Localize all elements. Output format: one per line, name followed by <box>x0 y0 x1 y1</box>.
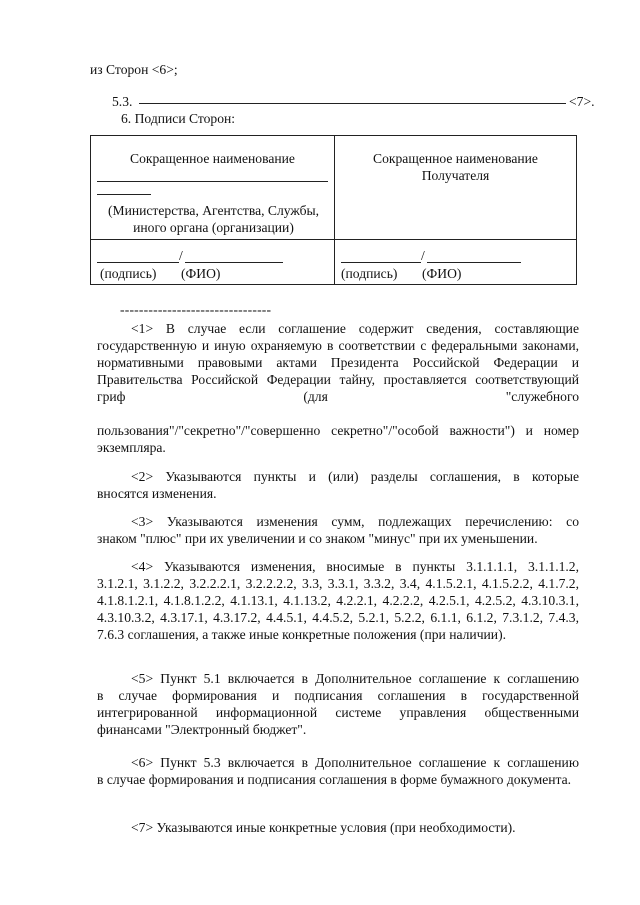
left-fio-line <box>185 262 283 263</box>
left-sign-label: (подпись) <box>100 266 157 281</box>
left-signature-line <box>97 262 179 263</box>
left-signature-slash: / <box>179 248 183 263</box>
left-party-title: Сокращенное наименование <box>130 151 295 166</box>
footnote-4-first-line: <4> Указываются изменения, вносимые в пункты 3.1.1.1.1, 3.1.1.1.2, <box>131 559 579 574</box>
signatures-table <box>90 135 577 285</box>
left-party-note: (Министерства, Агентства, Службы, иного органа (организации) <box>107 203 320 235</box>
right-signature-line <box>341 262 421 263</box>
right-fio-label: (ФИО) <box>422 266 462 281</box>
left-party-name-line <box>97 181 328 182</box>
right-signature-cell <box>335 240 577 285</box>
item-5-3-ref: <7>. <box>569 94 595 109</box>
item-5-3-number: 5.3. <box>112 94 133 109</box>
continuation-line: из Сторон <6>; <box>90 62 178 77</box>
section-6-heading: 6. Подписи Сторон: <box>121 111 236 126</box>
footnote-3-body: знаком "плюс" при их увеличении и со знаком "минус" при их уменьшении. <box>97 531 538 546</box>
footnote-1-body-end: пользования"/"секретно"/"совершенно секретно"/"особой важности") и номер экземпляра. <box>97 423 579 455</box>
footnote-separator: -------------------------------- <box>120 302 272 317</box>
left-party-name-cell <box>91 136 335 240</box>
right-party-name-cell <box>335 136 577 240</box>
footnote-5-body: в случае формирования и подписания соглашения в государственной интегрированной информационной системе управления общественными финансами "Электронный бюджет". <box>97 688 579 737</box>
footnote-4-body: 3.1.2.1, 3.1.2.2, 3.2.2.2.1, 3.2.2.2.2, 3.3, 3.3.1, 3.3.2, 3.4, 4.1.5.2.1, 4.1.5.2.2, 4.1.7.2, 4.1.8.1.2.1, 4.1.8.1.2.2, 4.1.13.1, 4.1.13.2, 4.2.2.1, 4.2.2.2, 4.2.5.1, 4.2.5.2, 4.3.10.3.1, 4.3.10.3.2, 4.3.17.1, 4.3.17.2, 4.4.5.1, 4.4.5.2, 5.2.1, 5.2.2, 6.1.1, 6.1.2, 7.3.1.2, 7.4.3, 7.6.3 соглашения, а также иные конкретные положения (при наличии). <box>97 576 579 642</box>
item-5-3-blank-line <box>139 103 566 104</box>
footnote-7: <7> Указываются иные конкретные условия (при необходимости). <box>131 820 516 835</box>
footnote-3-first-line: <3> Указываются изменения сумм, подлежащих перечислению: со <box>131 514 579 529</box>
right-party-title: Сокращенное наименование Получателя <box>373 151 538 183</box>
left-fio-label: (ФИО) <box>181 266 221 281</box>
left-party-name-line-short <box>97 194 151 195</box>
footnote-5-first-line: <5> Пункт 5.1 включается в Дополнительное соглашение к соглашению <box>131 671 579 686</box>
right-signature-slash: / <box>421 248 425 263</box>
footnote-2-first-line: <2> Указываются пункты и (или) разделы соглашения, в которые <box>131 469 579 484</box>
left-signature-cell <box>91 240 335 285</box>
right-sign-label: (подпись) <box>341 266 398 281</box>
footnote-2-body: вносятся изменения. <box>97 486 217 501</box>
footnote-6-first-line: <6> Пункт 5.3 включается в Дополнительное соглашение к соглашению <box>131 755 579 770</box>
footnote-1-first-line: <1> В случае если соглашение содержит сведения, составляющие <box>131 321 579 336</box>
footnote-6-body: в случае формирования и подписания соглашения в форме бумажного документа. <box>97 772 572 787</box>
footnote-1-body: государственную и иную охраняемую в соответствии с федеральными законами, нормативными правовыми актами Президента Российской Федерации и Правительства Российской Федерации тайну, проставляется соответствующий гриф (для "служебного <box>97 338 579 404</box>
right-fio-line <box>427 262 521 263</box>
